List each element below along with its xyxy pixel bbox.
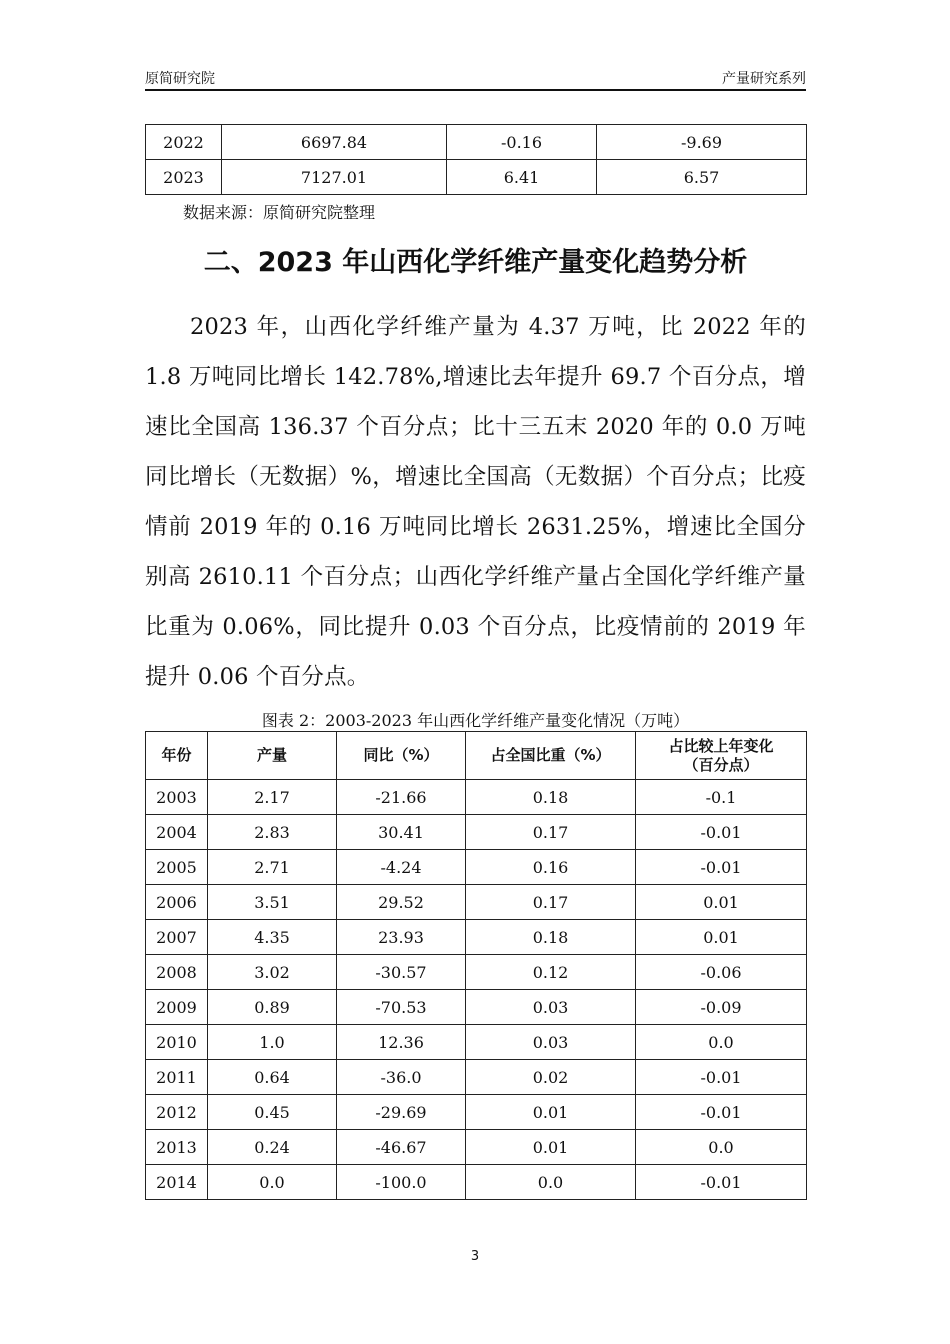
column-header-year: 年份 [146,732,208,780]
table-cell: -0.01 [636,1095,807,1130]
table-cell: 23.93 [337,920,466,955]
table-cell: 29.52 [337,885,466,920]
continued-data-table [145,124,807,195]
table-cell: 7127.01 [222,160,447,195]
column-header-share-change-line2: （百分点） [683,755,759,774]
table-cell: 0.01 [466,1095,636,1130]
table-cell: 2023 [146,160,222,195]
table-cell: 0.24 [208,1130,337,1165]
table-cell: 0.0 [466,1165,636,1200]
table-cell: 0.16 [466,850,636,885]
table-cell: 2.17 [208,780,337,815]
table-row [146,1130,807,1165]
table-cell: 6697.84 [222,125,447,160]
table-cell: -0.01 [636,815,807,850]
table-cell: -29.69 [337,1095,466,1130]
header-divider [145,89,806,91]
table-cell: -70.53 [337,990,466,1025]
page-header [145,66,806,88]
column-header-yoy: 同比（%） [337,732,466,780]
table-cell: 0.17 [466,815,636,850]
table-row [146,885,807,920]
table-row [146,955,807,990]
table-cell: 3.51 [208,885,337,920]
table-row [146,850,807,885]
table-cell: 3.02 [208,955,337,990]
table-cell: -0.1 [636,780,807,815]
table-row [146,1165,807,1200]
table-cell: 0.18 [466,920,636,955]
table-cell: -100.0 [337,1165,466,1200]
table-cell: -36.0 [337,1060,466,1095]
table-cell: 2005 [146,850,208,885]
table-cell: 0.0 [636,1130,807,1165]
table-cell: 0.12 [466,955,636,990]
table-row [146,815,807,850]
table-cell: 4.35 [208,920,337,955]
table-cell: 6.57 [597,160,807,195]
table-row [146,990,807,1025]
table-cell: 0.64 [208,1060,337,1095]
table-cell: 2010 [146,1025,208,1060]
table-cell: 2007 [146,920,208,955]
section-heading: 二、2023 年山西化学纤维产量变化趋势分析 [203,247,748,278]
table-cell: 0.18 [466,780,636,815]
table-header-row [146,732,807,780]
table-row [146,1025,807,1060]
table-cell: -0.09 [636,990,807,1025]
table-row [146,920,807,955]
table-cell: 30.41 [337,815,466,850]
table-cell: 2.83 [208,815,337,850]
column-header-share-change-line1: 占比较上年变化 [668,736,774,755]
header-series-name: 产量研究系列 [722,71,806,87]
table-cell: 0.0 [636,1025,807,1060]
table-row [146,160,807,195]
table-cell: -46.67 [337,1130,466,1165]
table-cell: 2009 [146,990,208,1025]
table-cell: -21.66 [337,780,466,815]
table-row [146,1095,807,1130]
table-cell: 2008 [146,955,208,990]
table-cell: -0.06 [636,955,807,990]
table-cell: 0.03 [466,1025,636,1060]
table-cell: -0.01 [636,1060,807,1095]
table-cell: 12.36 [337,1025,466,1060]
table-caption: 图表 2：2003-2023 年山西化学纤维产量变化情况（万吨） [261,711,690,730]
table-cell: 0.17 [466,885,636,920]
table-cell: 0.01 [636,920,807,955]
table-cell: 6.41 [447,160,597,195]
table-cell: 2011 [146,1060,208,1095]
header-org-name: 原简研究院 [145,71,215,87]
table-cell: -0.01 [636,850,807,885]
table-cell: 1.0 [208,1025,337,1060]
page-number: 3 [470,1249,480,1264]
table-cell: -0.16 [447,125,597,160]
table-cell: 0.01 [636,885,807,920]
table-cell: 2004 [146,815,208,850]
table-row [146,1060,807,1095]
table-cell: 2006 [146,885,208,920]
table-cell: 0.01 [466,1130,636,1165]
table-cell: 0.02 [466,1060,636,1095]
table-cell: 2003 [146,780,208,815]
source-note: 数据来源：原简研究院整理 [183,203,376,222]
table-cell: 2014 [146,1165,208,1200]
table-cell: 2.71 [208,850,337,885]
table-cell: 0.45 [208,1095,337,1130]
table-cell: 0.89 [208,990,337,1025]
table-cell: 0.03 [466,990,636,1025]
table-cell: 2012 [146,1095,208,1130]
table-cell: -4.24 [337,850,466,885]
production-change-table [145,731,807,1200]
table-cell: -9.69 [597,125,807,160]
table-cell: -0.01 [636,1165,807,1200]
table-cell: 0.0 [208,1165,337,1200]
column-header-national-share: 占全国比重（%） [466,732,636,780]
table-row [146,125,807,160]
table-cell: 2013 [146,1130,208,1165]
table-cell: -30.57 [337,955,466,990]
column-header-share-change [636,732,807,780]
table-row [146,780,807,815]
column-header-output: 产量 [208,732,337,780]
table-cell: 2022 [146,125,222,160]
analysis-paragraph: 2023 年，山西化学纤维产量为 4.37 万吨，比 2022 年的 1.8 万吨同比增长 142.78%,增速比去年提升 69.7 个百分点，增速比全国高 136.37 个百分点；比十三五末 2020 年的 0.0 万吨同比增长（无数据）%，增速比全国高（无数据）个百分点；比疫情前 2019 年的 0.16 万吨同比增长 2631.25%，增速比全国分别高 2610.11 个百分点；山西化学纤维产量占全国化学纤维产量比重为 0.06%，同比提升 0.03 个百分点，比疫情前的 2019 年提升 0.06 个百分点。 [145,314,806,690]
